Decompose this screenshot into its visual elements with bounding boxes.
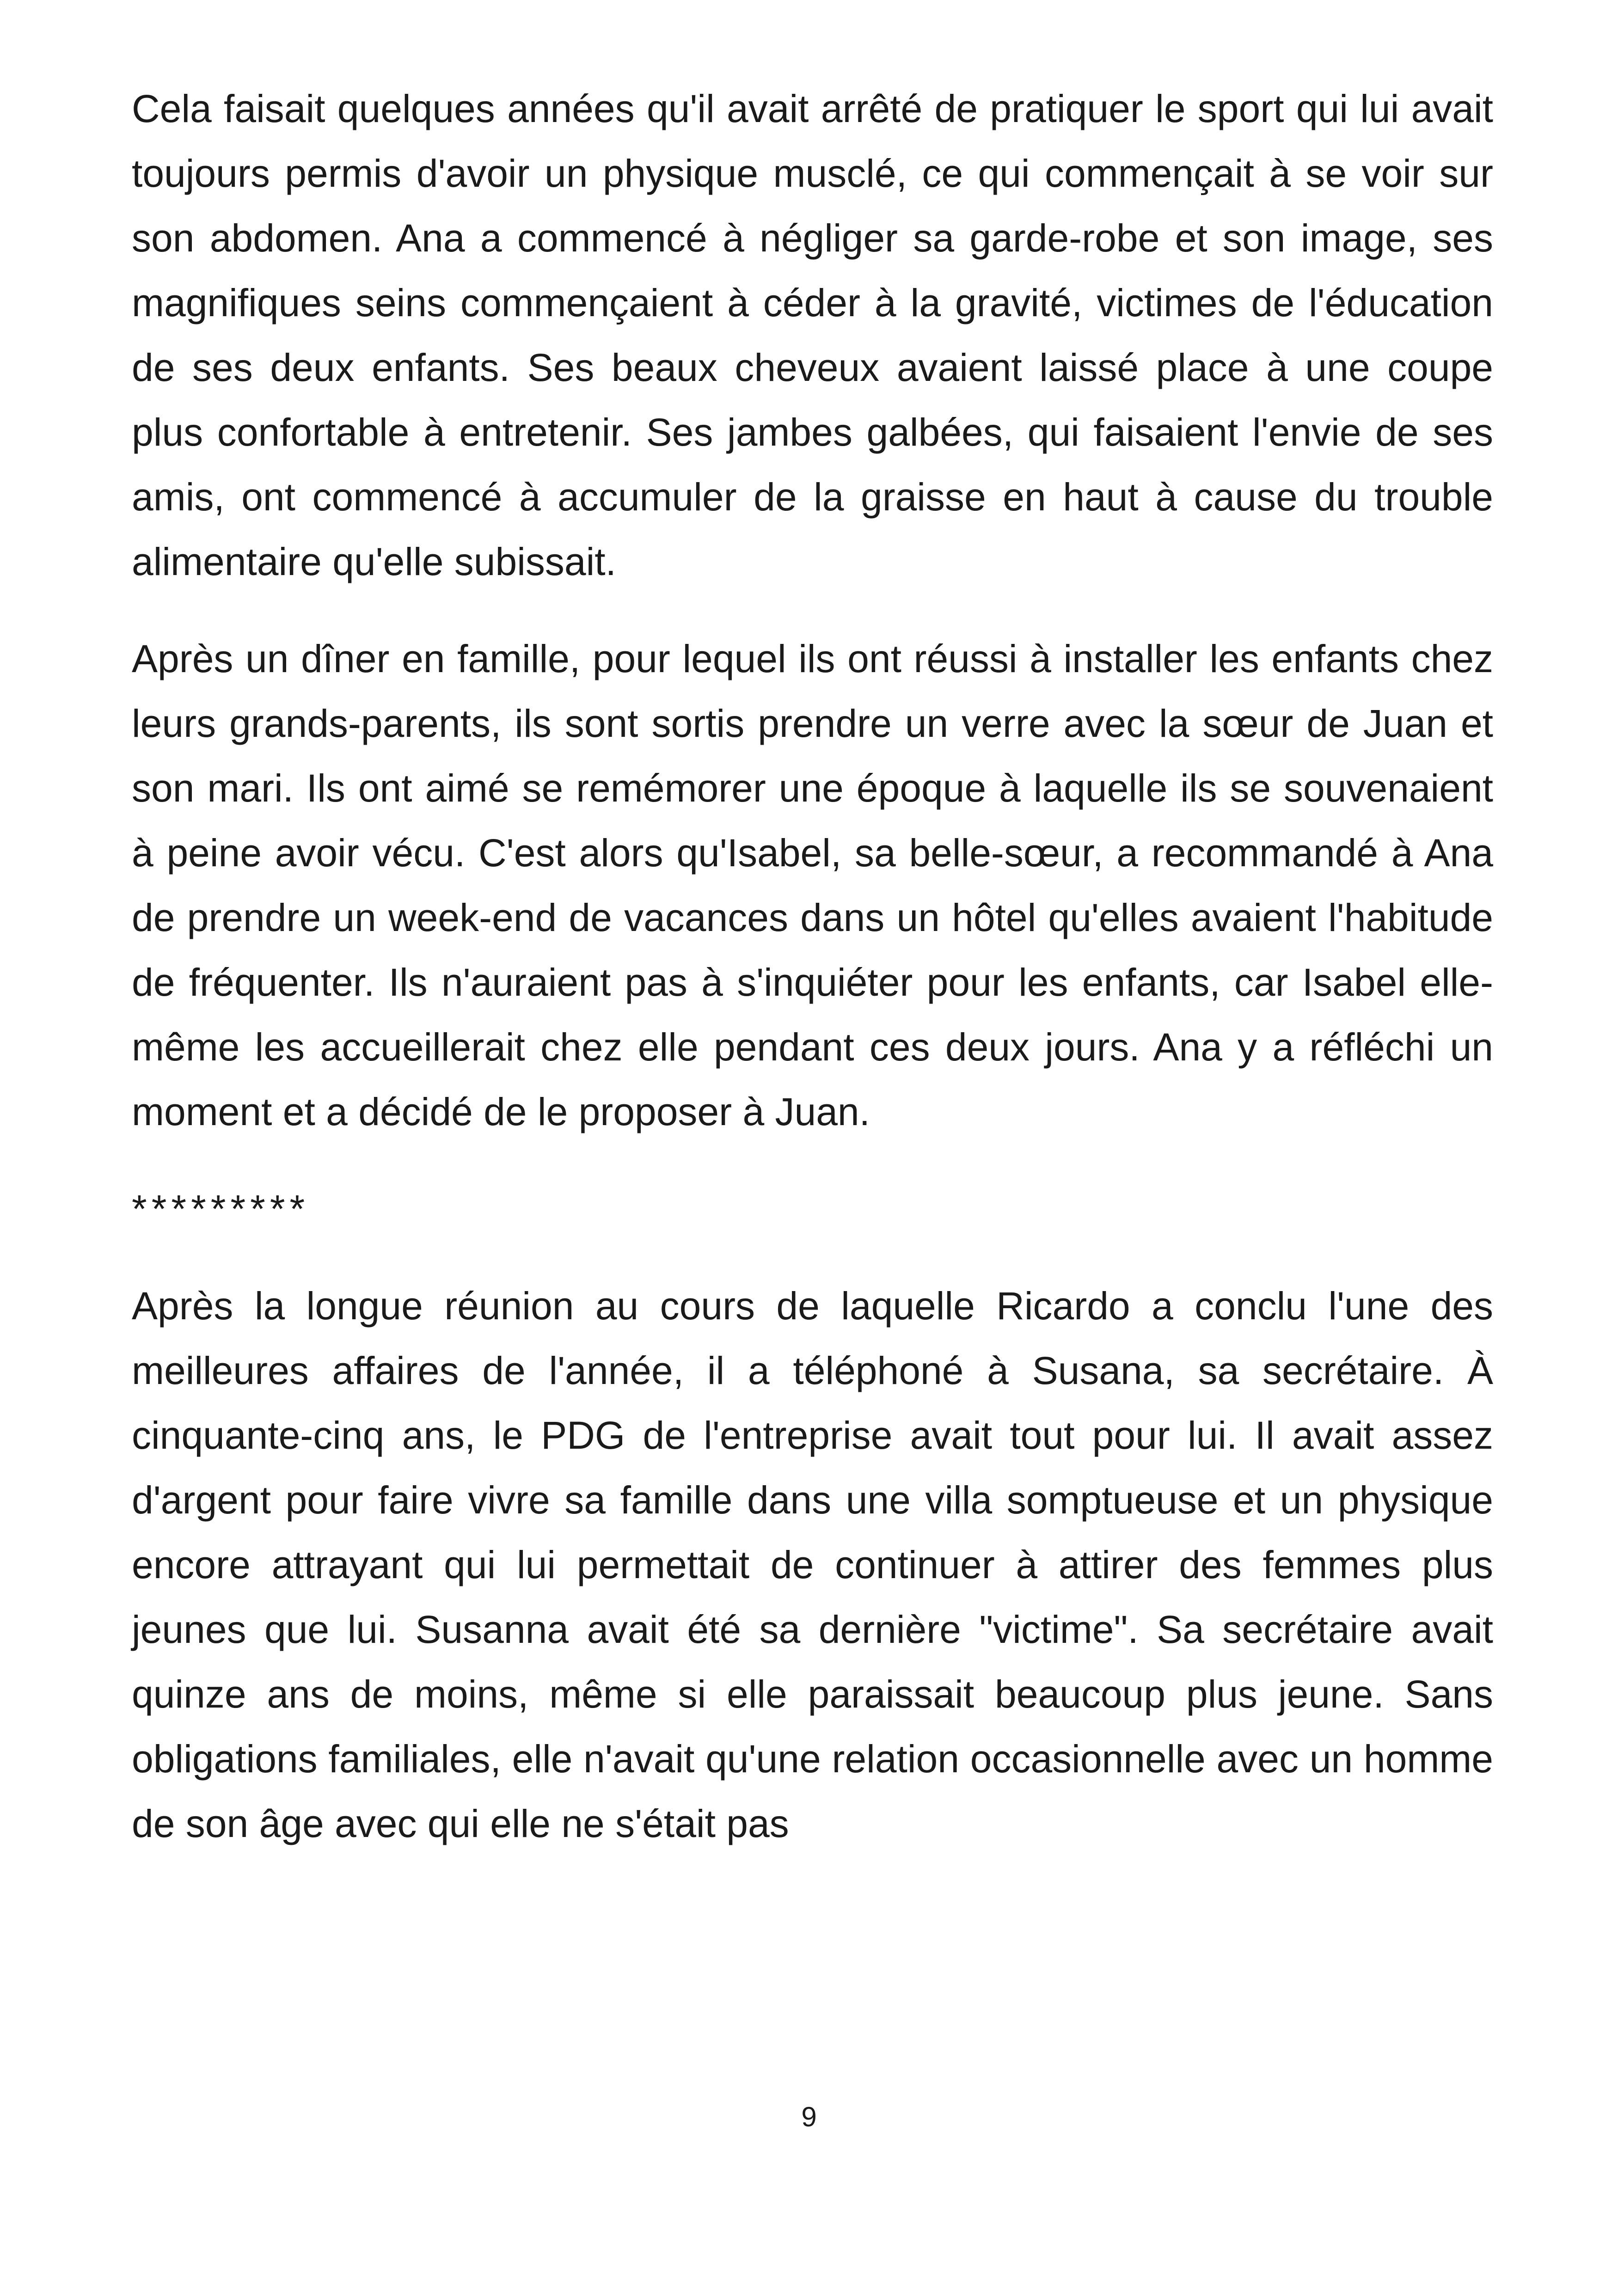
paragraph-3: Après la longue réunion au cours de laquelle Ricardo a conclu l'une des meilleures affaires de l'année, il a téléphoné à Susana, sa secrétaire. À cinquante-cinq ans, le PDG de l'entreprise avait tout pour lui. Il avait assez d'argent pour faire vivre sa famille dans une villa somptueuse et un physique encore attrayant qui lui permettait de continuer à attirer des femmes plus jeunes que lui. Susanna avait été sa dernière "victime". Sa secrétaire avait quinze ans de moins, même si elle paraissait beaucoup plus jeune. Sans obligations familiales, elle n'avait qu'une relation occasionnelle avec un homme de son âge avec qui elle ne s'était pas — [132, 1284, 1493, 1845]
scene-separator: ********* — [132, 1187, 310, 1231]
paragraph-1: Cela faisait quelques années qu'il avait arrêté de pratiquer le sport qui lui avait toujours permis d'avoir un physique musclé, ce qui commençait à se voir sur son abdomen. Ana a commencé à négliger sa garde-robe et son image, ses magnifiques seins commençaient à céder à la gravité, victimes de l'éducation de ses deux enfants. Ses beaux cheveux avaient laissé place à une coupe plus confortable à entretenir. Ses jambes galbées, qui faisaient l'envie de ses amis, ont commencé à accumuler de la graisse en haut à cause du trouble alimentaire qu'elle subissait. — [132, 87, 1493, 583]
body-text — [132, 76, 1493, 1856]
paragraph-2: Après un dîner en famille, pour lequel ils ont réussi à installer les enfants chez leurs grands-parents, ils sont sortis prendre un verre avec la sœur de Juan et son mari. Ils ont aimé se remémorer une époque à laquelle ils se souvenaient à peine avoir vécu. C'est alors qu'Isabel, sa belle-sœur, a recommandé à Ana de prendre un week-end de vacances dans un hôtel qu'elles avaient l'habitude de fréquenter. Ils n'auraient pas à s'inquiéter pour les enfants, car Isabel elle-même les accueillerait chez elle pendant ces deux jours. Ana y a réfléchi un moment et a décidé de le proposer à Juan. — [132, 637, 1493, 1133]
page-number: 9 — [801, 2101, 817, 2132]
